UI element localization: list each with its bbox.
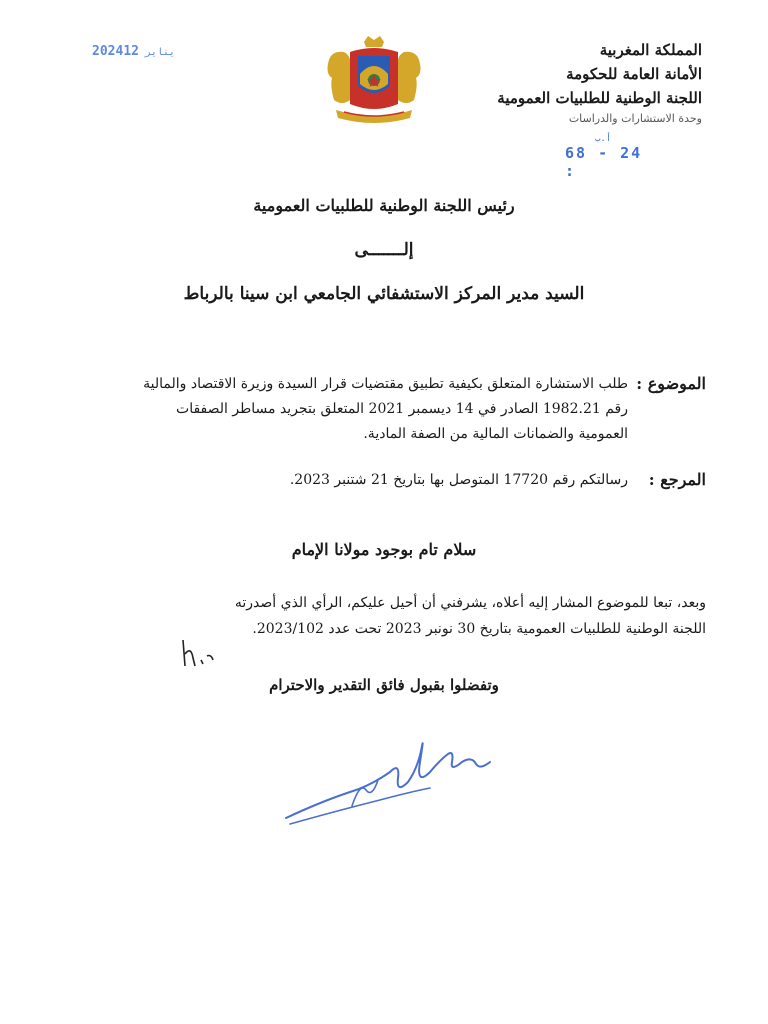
subject-line: طلب الاستشارة المتعلق بكيفية تطبيق مقتضيات قرار السيدة وزيرة الاقتصاد والمالية	[143, 376, 628, 392]
header-kingdom: المملكة المغربية	[599, 41, 702, 59]
date-stamp	[92, 44, 181, 59]
body-line: اللجنة الوطنية للطلبيات العمومية بتاريخ 30 نونبر 2023 تحت عدد 2023/102.	[252, 621, 706, 637]
signature	[280, 732, 500, 832]
to-word: إلـــــــى	[354, 240, 414, 260]
subject-text	[108, 372, 628, 447]
subject-line: رقم 1982.21 الصادر في 14 ديسمبر 2021 المتعلق بتجريد مساطر الصفقات	[176, 401, 628, 417]
reference-text: رسالتكم رقم 17720 المتوصل بها بتاريخ 21 شتنبر 2023.	[289, 472, 628, 488]
header-secretariat: الأمانة العامة للحكومة	[566, 65, 702, 83]
handwritten-initials	[175, 636, 225, 670]
subject-line: العمومية والضمانات المالية من الصفة المادية.	[363, 426, 628, 442]
reference-label: المرجع :	[648, 470, 706, 489]
header-unit: وحدة الاستشارات والدراسات	[568, 112, 702, 125]
greeting: سلام تام بوجود مولانا الإمام	[291, 540, 477, 559]
royal-coat-of-arms-icon	[320, 34, 428, 124]
date-stamp-day: 12	[123, 44, 139, 59]
ref-stamp-prefix: أ.ب	[595, 134, 612, 144]
subject-label: الموضوع :	[636, 374, 706, 393]
date-stamp-year: 2024	[92, 44, 124, 59]
date-stamp-month: يناير	[144, 47, 176, 58]
institution-header	[462, 38, 702, 125]
reference-number-stamp	[565, 134, 655, 180]
sender-title: رئيس اللجنة الوطنية للطلبيات العمومية	[253, 196, 515, 215]
recipient: السيد مدير المركز الاستشفائي الجامعي ابن سينا بالرباط	[183, 284, 585, 304]
closing-salutation: وتفضلوا بقبول فائق التقدير والاحترام	[269, 676, 499, 694]
ref-stamp-number: 68 - 24 :	[565, 144, 643, 180]
header-commission: اللجنة الوطنية للطلبيات العمومية	[497, 89, 702, 107]
body-line: وبعد، تبعا للموضوع المشار إليه أعلاه، يشرفني أن أحيل عليكم، الرأي الذي أصدرته	[234, 595, 706, 611]
body-paragraph	[106, 590, 706, 642]
